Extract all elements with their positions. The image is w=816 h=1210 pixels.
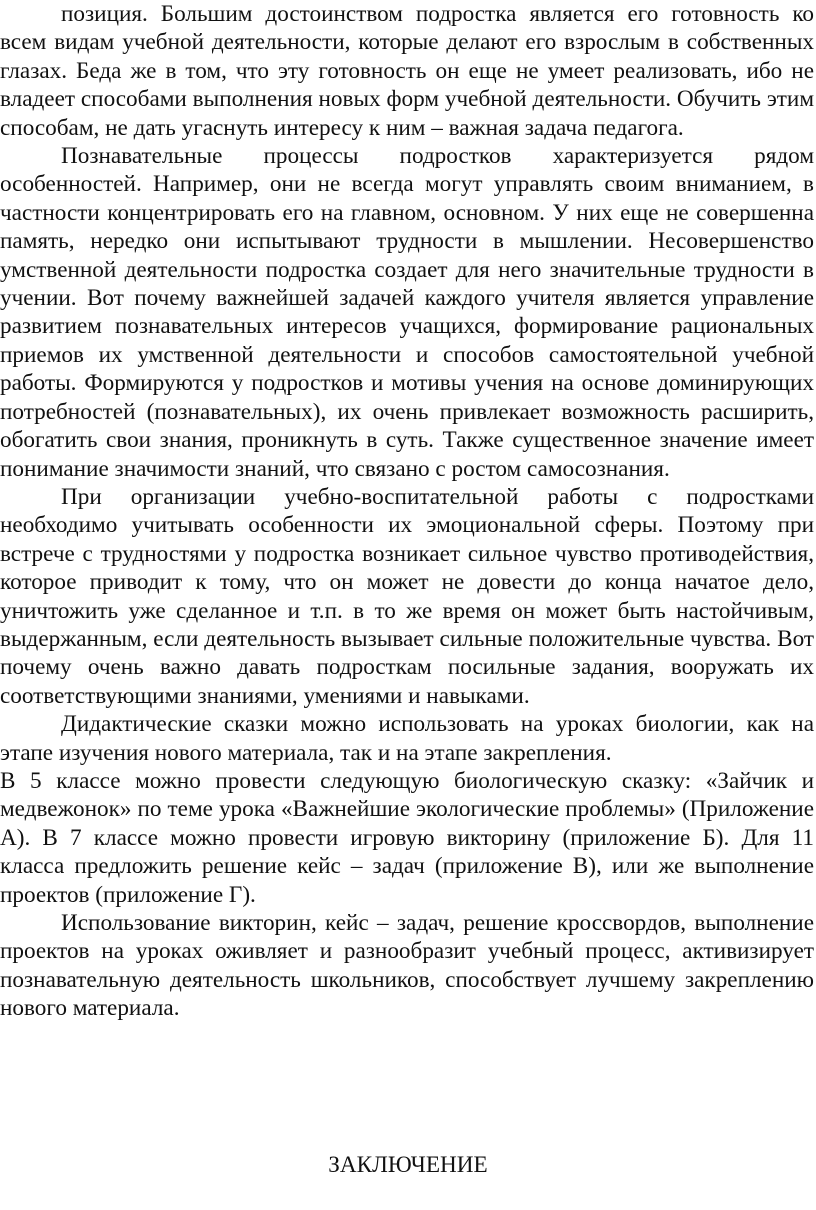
paragraph-2: Познавательные процессы подростков характеризуется рядом особенностей. Например, они не всегда могут управлять своим вниманием, в частности концентрировать его на главном, основном. У них еще не совершенна память, нередко они испытывают трудности в мышлении. Несовершенство умственной деятельности подростка создает для него значительные трудности в учении. Вот почему важнейшей задачей каждого учителя является управление развитием познавательных интересов учащихся, формирование рациональных приемов их умственной деятельности и способов самостоятельной учебной работы. Формируются у подростков и мотивы учения на основе доминирующих потребностей (познавательных), их очень привлекает возможность расширить, обогатить свои знания, проникнуть в суть. Также существенное значение имеет понимание значимости знаний, что связано с ростом самосознания.	[0, 143, 814, 482]
paragraph-1: позиция. Большим достоинством подростка является его готовность ко всем видам учебной деятельности, которые делают его взрослым в собственных глазах. Беда же в том, что эту готовность он еще не умеет реализовать, ибо не владеет способами выполнения новых форм учебной деятельности. Обучить этим способам, не дать угаснуть интересу к ним – важная задача педагога.	[0, 1, 814, 141]
section-heading: ЗАКЛЮЧЕНИЕ	[328, 1152, 488, 1178]
paragraph-5: В 5 классе можно провести следующую биологическую сказку: «Зайчик и медвежонок» по теме урока «Важнейшие экологические проблемы» (Приложение А). В 7 классе можно провести игровую викторину (приложение Б). Для 11 класса предложить решение кейс – задач (приложение В), или же выполнение проектов (приложение Г).	[0, 767, 814, 908]
paragraph-4: Дидактические сказки можно использовать на уроках биологии, как на этапе изучения нового материала, так и на этапе закрепления.	[0, 711, 814, 766]
paragraph-6: Использование викторин, кейс – задач, решение кроссвордов, выполнение проектов на уроках оживляет и разнообразит учебный процесс, активизирует познавательную деятельность школьников, способствует лучшему закреплению нового материала.	[0, 910, 814, 1022]
paragraph-3: При организации учебно-воспитательной работы с подростками необходимо учитывать особенности их эмоциональной сферы. Поэтому при встрече с трудностями у подростка возникает сильное чувство противодействия, которое приводит к тому, что он может не довести до конца начатое дело, уничтожить уже сделанное и т.п. в то же время он может быть настойчивым, выдержанным, если деятельность вызывает сильные положительные чувства. Вот почему очень важно давать подросткам посильные задания, вооружать их соответствующими знаниями, умениями и навыками.	[0, 483, 814, 709]
